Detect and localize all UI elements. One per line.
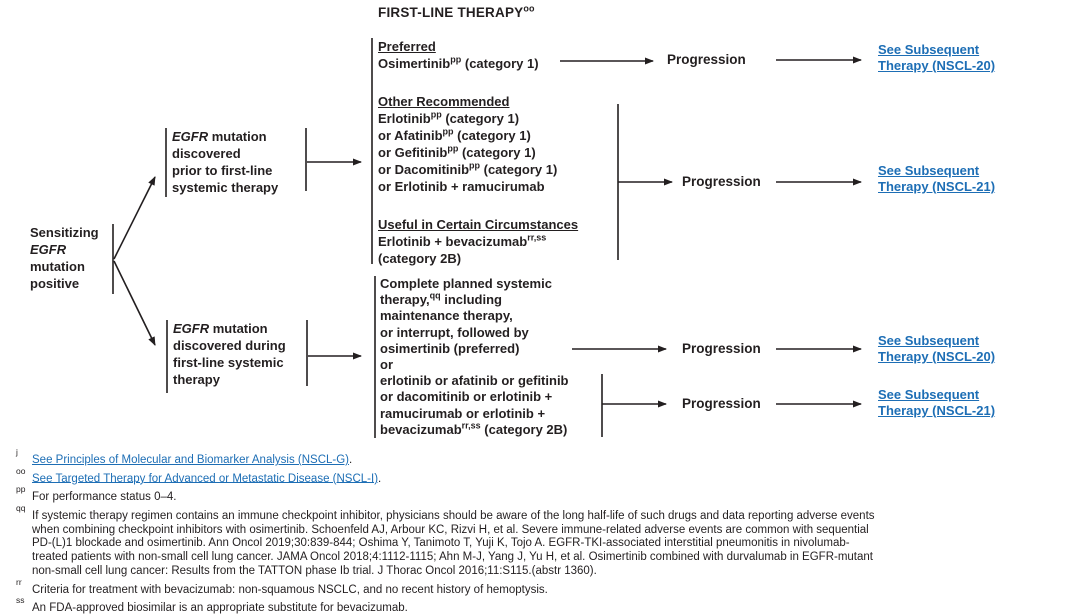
link-subsequent-therapy-nscl-20-top[interactable] [878, 42, 995, 74]
footnote-marker: qq [16, 502, 26, 513]
link-subsequent-therapy-nscl-21-bottom[interactable] [878, 387, 995, 419]
node-line: or interrupt, followed by [380, 324, 529, 340]
drug-line [378, 178, 578, 195]
node-first-line-options [378, 38, 578, 267]
node-line: osimertinib (preferred) [380, 340, 520, 356]
drug-name: or Dacomitinib [378, 162, 470, 177]
link-nscl-g[interactable]: See Principles of Molecular and Biomarker Analysis (NSCL-G) [32, 453, 350, 466]
footnote-qq-cont: treated patients with non-small cell lung cancer. JAMA Oncol 2018;4:1112-1115; Ahn M-J, Yang J, Yu H, et al. Osimertinib combined with durvalumab in EGFR-mutant [32, 551, 873, 564]
link-nscl-i[interactable]: See Targeted Therapy for Advanced or Metastatic Disease (NSCL-I) [32, 472, 379, 485]
progression-label-3: Progression [682, 341, 761, 356]
link-subsequent-therapy-nscl-20-bottom[interactable] [878, 333, 995, 365]
drug-line [378, 144, 578, 161]
footnote-period: . [349, 453, 353, 466]
link-subsequent-therapy-nscl-21-top[interactable] [878, 163, 995, 195]
footnote-text: If systemic therapy regimen contains an immune checkpoint inhibitor, physicians should be aware of the long half-life of such drugs and data reporting adverse events [32, 509, 875, 522]
node-line: Sensitizing [30, 225, 99, 240]
node-line-pre: bevacizumab [380, 421, 462, 437]
drug-line [378, 127, 578, 144]
drug-line [378, 161, 578, 178]
node-line: Complete planned systemic [380, 276, 552, 291]
drug-line [378, 55, 578, 72]
link-line: Therapy (NSCL-20) [878, 58, 996, 73]
footnote-text: Criteria for treatment with bevacizumab: non-squamous NSCLC, and no recent history of hemoptysis. [32, 583, 548, 596]
node-sensitizing-egfr-positive [30, 224, 99, 292]
footnote-marker: ss [16, 595, 25, 606]
drug-category: (category 1) [458, 145, 536, 160]
node-line: systemic therapy [172, 180, 279, 195]
footnote-sup: pp [442, 126, 454, 137]
link-line: See Subsequent [878, 333, 980, 348]
footnote-qq-cont: when combining checkpoint inhibitors with osimertinib. Schoenfeld AJ, Arbour KC, Rizvi H, et al. Severe immune-related adverse events are common with sequential [32, 523, 869, 536]
node-line: first-line systemic [173, 355, 284, 370]
node-complete-planned-therapy [380, 276, 569, 438]
footnote-sup: rr,ss [527, 232, 547, 243]
drug-name: Osimertinib [378, 56, 451, 71]
drug-name: or Erlotinib + ramucirumab [378, 179, 545, 194]
other-recommended-header: Other Recommended [378, 94, 510, 109]
drug-category: (category 1) [480, 162, 558, 177]
drug-name: or Afatinib [378, 128, 443, 143]
node-line [380, 422, 569, 438]
node-line: or dacomitinib or erlotinib + [380, 389, 553, 405]
drug-line [378, 110, 578, 127]
node-line: ramucirumab or erlotinib + [380, 405, 546, 421]
branch-arrow-up [114, 177, 155, 259]
progression-label-4: Progression [682, 396, 761, 411]
node-line [172, 128, 278, 145]
link-line: Therapy (NSCL-21) [878, 179, 996, 194]
node-line-rest: mutation [208, 129, 267, 144]
link-line: See Subsequent [878, 42, 980, 57]
node-line-post: (category 2B) [480, 421, 568, 437]
footnote-marker: j [16, 447, 18, 457]
drug-category: (category 1) [453, 128, 531, 143]
footnote-sup: pp [430, 109, 442, 120]
drug-name: or Gefitinib [378, 145, 448, 160]
footnote-text: For performance status 0–4. [32, 491, 177, 504]
spacer [378, 72, 578, 93]
node-egfr-discovered-during [173, 320, 286, 388]
progression-label-2: Progression [682, 174, 761, 189]
link-line: Therapy (NSCL-21) [878, 403, 996, 418]
node-line: positive [30, 276, 80, 291]
node-egfr-discovered-prior [172, 128, 278, 196]
footnote-j [8, 449, 1076, 468]
footnote-marker: pp [16, 484, 26, 495]
node-line [380, 292, 569, 308]
footnote-sup: rr,ss [461, 420, 481, 431]
node-line: prior to first-line [172, 163, 273, 178]
footnote-qq-cont: PD-(L)1 blockade and osimertinib. Ann Oncol 2019;30:839-844; Oshima Y, Tanimoto T, Yuji K, Tojo A. EGFR-TKI-associated interstitial pneumonitis in nivolumab- [32, 537, 850, 550]
footnote-marker: rr [16, 576, 22, 587]
drug-category: (category 2B) [378, 251, 462, 266]
node-line-rest: mutation [209, 321, 268, 336]
footnote-ss [8, 597, 1076, 616]
footnote-sup: pp [469, 160, 481, 171]
node-line: maintenance therapy, [380, 308, 513, 324]
branch-arrow-down [114, 261, 155, 345]
useful-circumstances-header: Useful in Certain Circumstances [378, 217, 579, 232]
link-line: See Subsequent [878, 163, 980, 178]
node-line: therapy [173, 372, 220, 387]
page-title-text: FIRST-LINE THERAPY [378, 5, 524, 20]
footnote-qq-cont: non-small cell lung cancer: Results from the TATTON phase Ib trial. J Thorac Oncol 2016;11:S115.(abstr 1360). [32, 564, 597, 577]
egfr-italic: EGFR [172, 129, 209, 144]
node-line: mutation [30, 259, 85, 274]
node-line: discovered during [173, 338, 286, 353]
node-line: discovered [172, 146, 241, 161]
footnotes [8, 449, 1076, 616]
drug-line [378, 233, 578, 250]
spacer [378, 195, 578, 216]
node-line-pre: therapy, [380, 292, 430, 308]
node-line-egfr: EGFR [30, 242, 67, 257]
page-title [378, 5, 535, 20]
node-line [173, 320, 286, 337]
drug-category: (category 1) [461, 56, 539, 71]
drug-name: Erlotinib [378, 111, 431, 126]
node-line: or [380, 357, 393, 373]
footnote-qq [8, 502, 1076, 524]
footnote-oo [8, 465, 1076, 487]
drug-category: (category 1) [441, 111, 520, 126]
footnote-sup: pp [447, 143, 459, 154]
page-title-footnote-sup: oo [523, 3, 535, 14]
footnote-pp [8, 486, 1076, 505]
drug-name: Erlotinib + bevacizumab [378, 234, 528, 249]
footnote-sup: pp [450, 54, 462, 65]
egfr-italic: EGFR [173, 321, 210, 336]
node-line-post: including [440, 292, 502, 308]
footnote-marker: oo [16, 465, 26, 476]
footnote-period: . [378, 472, 382, 485]
link-line: Therapy (NSCL-20) [878, 349, 996, 364]
footnote-text: An FDA-approved biosimilar is an appropriate substitute for bevacizumab. [32, 602, 408, 615]
node-line: erlotinib or afatinib or gefitinib [380, 373, 569, 389]
progression-label-1: Progression [667, 52, 746, 67]
preferred-header: Preferred [378, 39, 436, 54]
link-line: See Subsequent [878, 387, 980, 402]
footnote-sup: qq [429, 290, 441, 301]
footnote-rr [8, 576, 1076, 598]
